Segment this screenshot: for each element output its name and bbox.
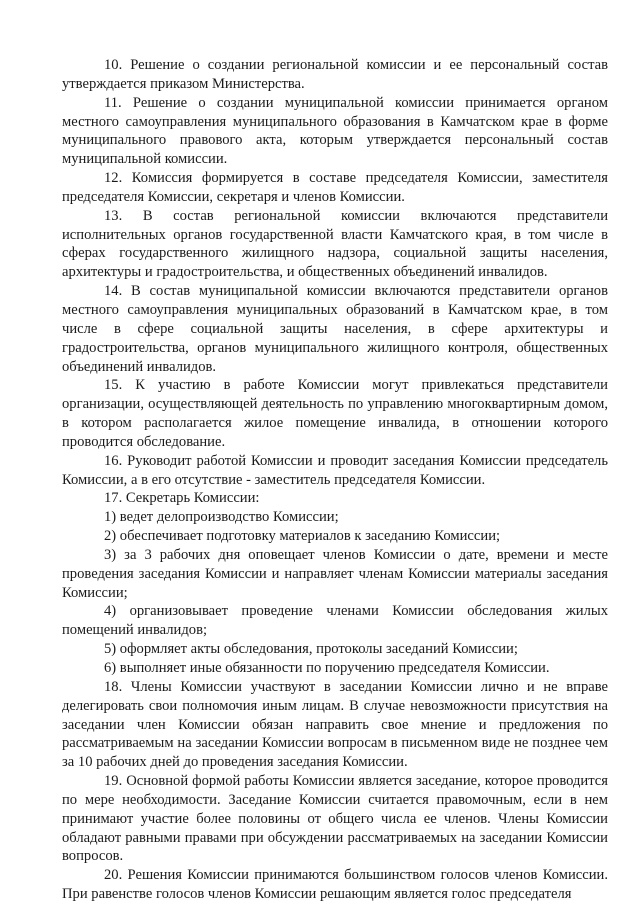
list-item-17-5: 5) оформляет акты обследования, протоколы заседаний Комиссии; [104, 641, 518, 658]
list-item-17-4: 4) организовывает проведение членами Комиссии обследования жилых помещений инвалидов; [62, 603, 608, 639]
paragraph-11: 11. Решение о создании муниципальной комиссии принимается органом местного самоуправления муниципального образования в Камчатском крае в форме муниципального правового акта, которым утверждается персональный состав муниципальной комиссии. [62, 94, 608, 168]
paragraph-13: 13. В состав региональной комиссии включаются представители исполнительных органов государственной власти Камчатского края, в том числе в сферах государственного жилищного надзора, социальной защиты населения, архитектуры и градостроительства, и общественных объединений инвалидов. [62, 207, 608, 281]
list-item-17-3: 3) за 3 рабочих дня оповещает членов Комиссии о дате, времени и месте проведения заседания Комиссии и направляет членам Комиссии материалы заседания Комиссии; [62, 546, 608, 601]
paragraph-20: 20. Решения Комиссии принимаются большинством голосов членов Комиссии. При равенстве голосов членов Комиссии решающим является голос председателя [62, 867, 608, 903]
paragraph-15: 15. К участию в работе Комиссии могут привлекаться представители организации, осуществляющей деятельность по управлению многоквартирным домом, в котором располагается жилое помещение инвалида, в отношении которого проводится обследование. [62, 377, 608, 450]
paragraph-18: 18. Члены Комиссии участвуют в заседании Комиссии лично и не вправе делегировать свои полномочия иным лицам. В случае невозможности присутствия на заседании член Комиссии обязан направить свое мнение и предложения по рассматриваемым на заседании Комиссии вопросам в письменном виде не позднее чем за 10 рабочих дней до проведения заседания Комиссии. [62, 678, 608, 771]
paragraph-17: 17. Секретарь Комиссии: [104, 490, 260, 507]
paragraph-19: 19. Основной формой работы Комиссии является заседание, которое проводится по мере необходимости. Заседание Комиссии считается правомочным, если в нем принимают участие более половины от общего числа ее членов. Члены Комиссии обладают равными правами при обсуждении рассматриваемых на заседании Комиссии вопросов. [62, 773, 608, 865]
paragraph-12: 12. Комиссия формируется в составе председателя Комиссии, заместителя председателя Комиссии, секретаря и членов Комиссии. [62, 170, 608, 205]
list-item-17-2: 2) обеспечивает подготовку материалов к заседанию Комиссии; [104, 528, 501, 545]
paragraph-14: 14. В состав муниципальной комиссии включаются представители органов местного самоуправления муниципальных образований в Камчатском крае, в том числе в сфере социальной защиты населения, в сфере архитектуры и градостроительства, органов муниципального жилищного контроля, общественных объединений инвалидов. [62, 283, 608, 375]
paragraph-10: 10. Решение о создании региональной комиссии и ее персональный состав утверждается приказом Министерства. [62, 57, 608, 92]
list-item-17-6: 6) выполняет иные обязанности по поручению председателя Комиссии. [104, 660, 550, 676]
document-page [62, 56, 608, 904]
list-item-17-1: 1) ведет делопроизводство Комиссии; [104, 509, 339, 526]
paragraph-16: 16. Руководит работой Комиссии и проводит заседания Комиссии председатель Комиссии, а в его отсутствие - заместитель председателя Комиссии. [62, 452, 608, 488]
